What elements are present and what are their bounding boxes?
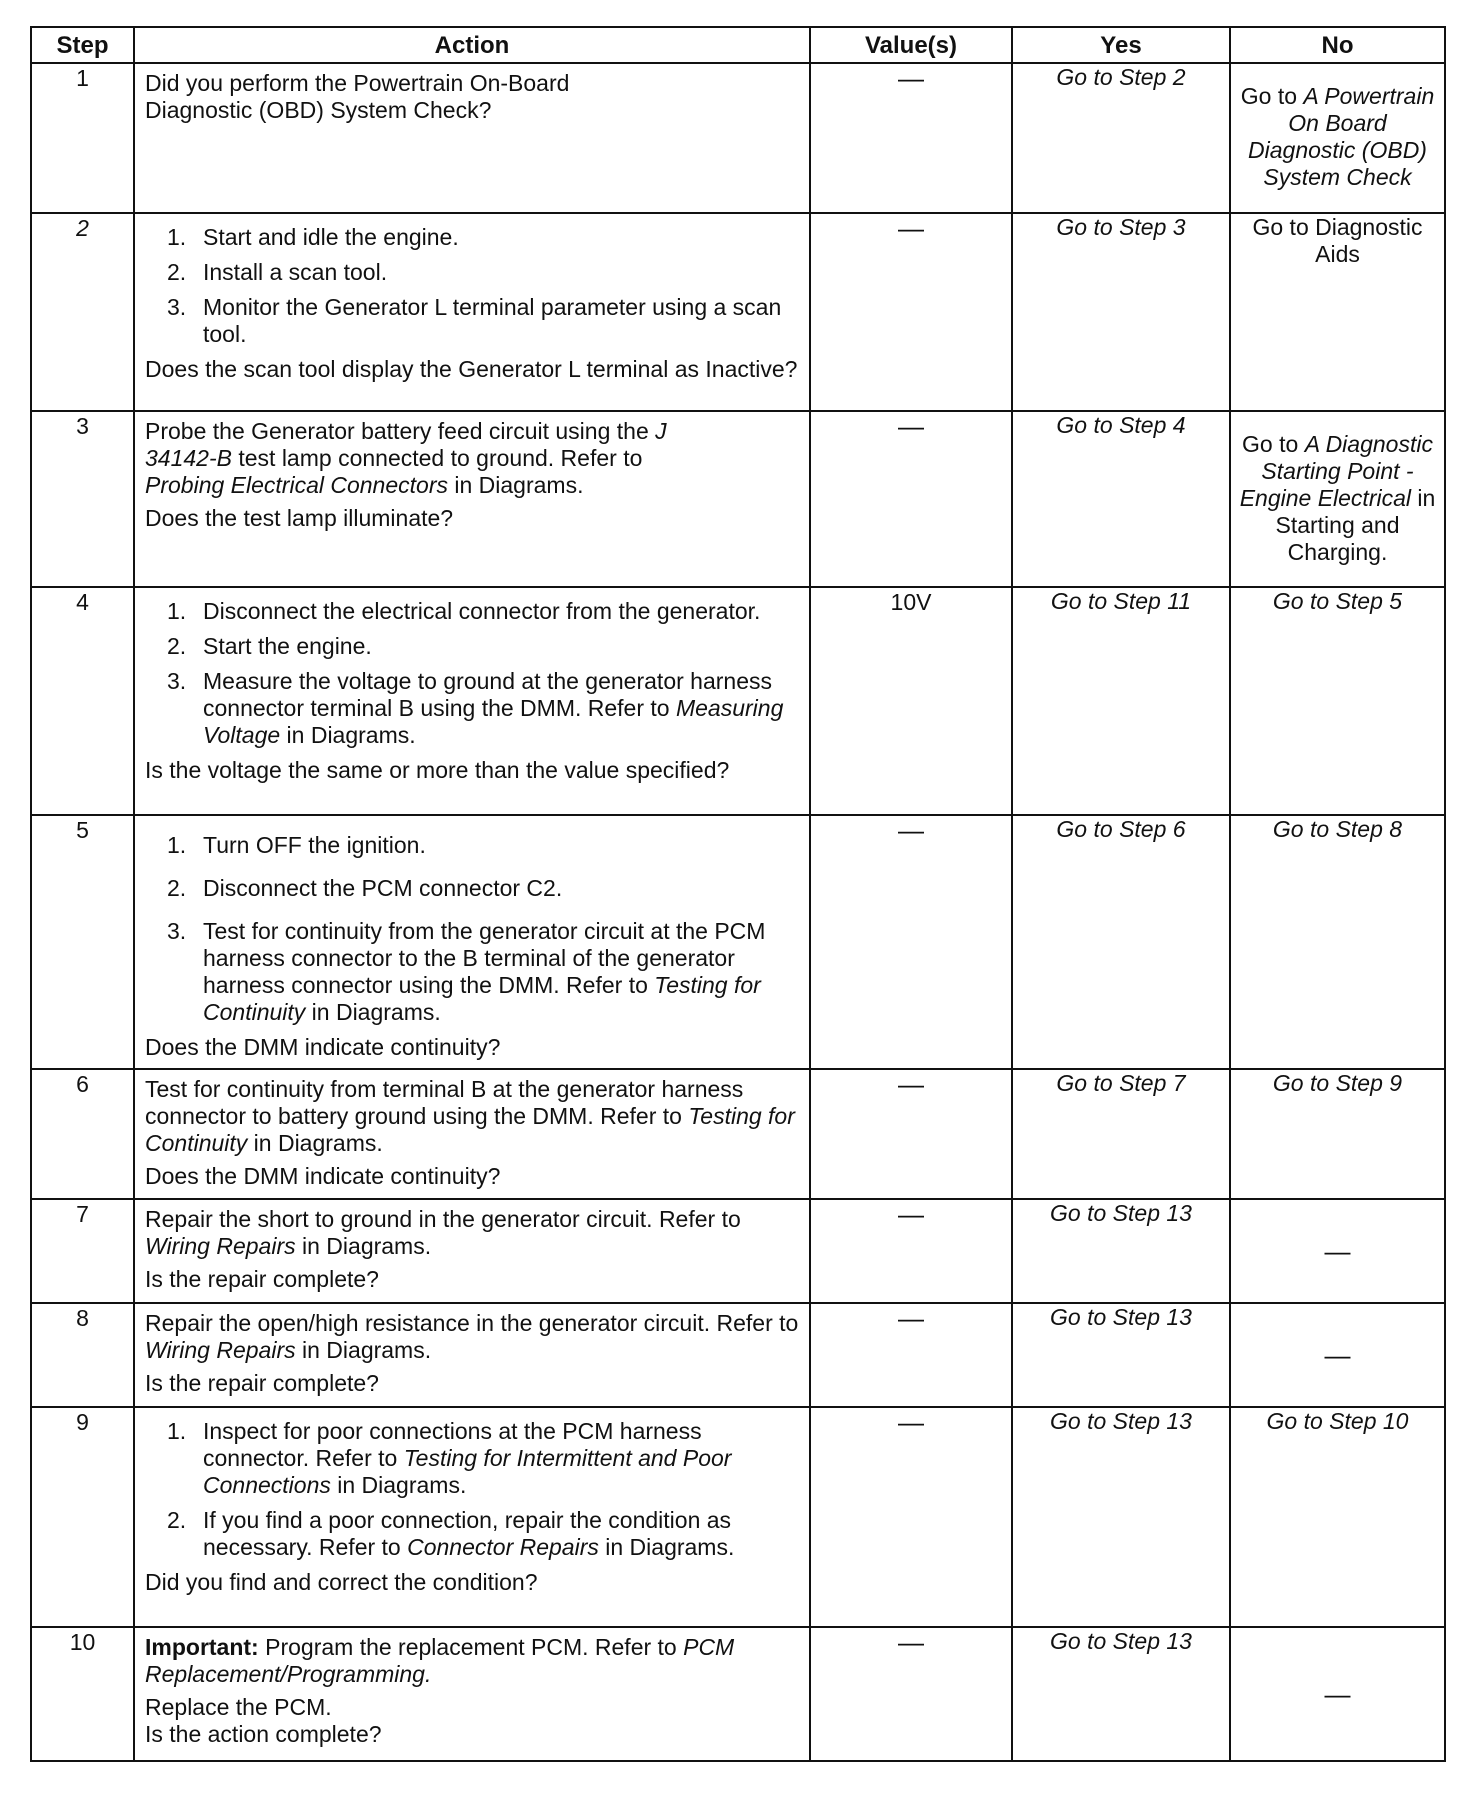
value-cell: — (810, 1303, 1012, 1407)
action-step: 1. Disconnect the electrical connector from the generator. (167, 598, 761, 624)
table-row (31, 213, 1445, 411)
step-number: 4 (31, 587, 134, 815)
action-step: 2. Install a scan tool. (167, 259, 388, 285)
no-cell[interactable]: Go to Step 9 (1230, 1069, 1445, 1199)
value-cell: — (810, 1199, 1012, 1303)
doc-link[interactable]: Testing for Continuity (203, 972, 761, 1025)
yes-cell[interactable]: Go to Step 2 (1012, 63, 1230, 213)
action-text: Test for continuity from terminal B at the generator harness connector to battery ground using the DMM. Refer to Testing for Continuity in Diagrams. (145, 1076, 795, 1156)
no-prefix: Go to (1240, 83, 1304, 109)
table-row (31, 815, 1445, 1069)
step-number: 10 (31, 1627, 134, 1761)
action-cell (134, 1407, 810, 1627)
yes-cell[interactable]: Go to Step 11 (1012, 587, 1230, 815)
action-question: Does the scan tool display the Generator L terminal as Inactive? (145, 356, 798, 382)
action-step: 3. Monitor the Generator L terminal parameter using a scan tool. (167, 294, 782, 347)
table-row (31, 63, 1445, 213)
yes-cell[interactable]: Go to Step 13 (1012, 1407, 1230, 1627)
step-number: 3 (31, 411, 134, 587)
action-question: Does the DMM indicate continuity? (145, 1034, 501, 1060)
header-no: No (1230, 27, 1445, 63)
header-step: Step (31, 27, 134, 63)
action-cell (134, 63, 810, 213)
doc-link[interactable]: Wiring Repairs (145, 1233, 296, 1259)
action-step: 1. Inspect for poor connections at the PCM harness connector. Refer to Testing for Intermittent and Poor Connections in Diagrams. (167, 1418, 732, 1498)
value-cell: — (810, 1069, 1012, 1199)
doc-link[interactable]: Testing for Intermittent and Poor Connections (203, 1445, 732, 1498)
value-cell: — (810, 1627, 1012, 1761)
table-row (31, 1627, 1445, 1761)
action-question: Is the voltage the same or more than the value specified? (145, 757, 730, 783)
header-yes: Yes (1012, 27, 1230, 63)
action-text: Replace the PCM. (145, 1694, 332, 1720)
value-cell: 10V (810, 587, 1012, 815)
step-number: 8 (31, 1303, 134, 1407)
tool-ref: J 34142-B (145, 418, 667, 471)
action-steps (145, 832, 799, 1026)
step-number: 5 (31, 815, 134, 1069)
action-step: 2. Start the engine. (167, 633, 372, 659)
yes-cell[interactable]: Go to Step 13 (1012, 1627, 1230, 1761)
value-cell: — (810, 213, 1012, 411)
action-cell (134, 1627, 810, 1761)
step-number: 1 (31, 63, 134, 213)
action-step: 3. Test for continuity from the generator circuit at the PCM harness connector to the B terminal of the generator harness connector using the DMM. Refer to Testing for Continuity in Diagrams. (167, 918, 766, 1025)
table-row (31, 1407, 1445, 1627)
action-step: 2. Disconnect the PCM connector C2. (167, 875, 563, 901)
no-cell[interactable]: Go to Diagnostic Aids (1230, 213, 1445, 411)
action-question: Does the DMM indicate continuity? (145, 1163, 501, 1189)
action-step: 1. Start and idle the engine. (167, 224, 459, 250)
header-values: Value(s) (810, 27, 1012, 63)
action-cell (134, 1303, 810, 1407)
step-number: 6 (31, 1069, 134, 1199)
no-cell[interactable] (1230, 411, 1445, 587)
doc-link[interactable]: Probing Electrical Connectors (145, 472, 448, 498)
action-cell (134, 411, 810, 587)
action-text: Repair the short to ground in the generator circuit. Refer to Wiring Repairs in Diagrams. (145, 1206, 741, 1259)
value-cell: — (810, 411, 1012, 587)
table-row (31, 1303, 1445, 1407)
action-text: Important: Program the replacement PCM. Refer to PCM Replacement/Programming. (145, 1634, 735, 1687)
yes-cell[interactable]: Go to Step 3 (1012, 213, 1230, 411)
no-cell[interactable]: Go to Step 5 (1230, 587, 1445, 815)
value-cell: — (810, 1407, 1012, 1627)
no-suffix: in Starting and Charging. (1275, 484, 1436, 565)
value-cell: — (810, 815, 1012, 1069)
action-text: Did you perform the Powertrain On-Board Diagnostic (OBD) System Check? (145, 70, 570, 123)
yes-cell[interactable]: Go to Step 4 (1012, 411, 1230, 587)
action-step: 3. Measure the voltage to ground at the generator harness connector terminal B using the DMM. Refer to Measuring Voltage in Diagrams. (167, 668, 784, 748)
yes-cell[interactable]: Go to Step 13 (1012, 1199, 1230, 1303)
yes-cell[interactable]: Go to Step 13 (1012, 1303, 1230, 1407)
no-cell[interactable] (1230, 63, 1445, 213)
step-number: 9 (31, 1407, 134, 1627)
action-steps (145, 224, 799, 348)
doc-link[interactable]: Measuring Voltage (203, 695, 784, 748)
no-cell: — (1230, 1627, 1445, 1761)
table-row (31, 411, 1445, 587)
action-cell (134, 1199, 810, 1303)
step-number: 2 (31, 213, 134, 411)
action-cell (134, 1069, 810, 1199)
doc-link[interactable]: PCM Replacement/Programming. (145, 1634, 735, 1687)
action-question: Does the test lamp illuminate? (145, 505, 454, 531)
action-question: Is the action complete? (145, 1721, 382, 1747)
table-row (31, 1069, 1445, 1199)
action-text: Repair the open/high resistance in the generator circuit. Refer to Wiring Repairs in Diagrams. (145, 1310, 799, 1363)
important-label: Important: (145, 1634, 259, 1660)
no-cell: — (1230, 1199, 1445, 1303)
action-text: Probe the Generator battery feed circuit using the J 34142-B test lamp connected to ground. Refer to Probing Electrical Connectors in Diagrams. (145, 418, 667, 498)
action-steps (145, 598, 799, 749)
no-cell[interactable]: Go to Step 8 (1230, 815, 1445, 1069)
diagnostic-table (30, 26, 1446, 1762)
no-link[interactable]: A Diagnostic Starting Point - Engine Electrical (1239, 430, 1433, 511)
doc-link[interactable]: Testing for Continuity (145, 1103, 795, 1156)
header-action: Action (134, 27, 810, 63)
action-steps (145, 1418, 799, 1561)
table-row (31, 587, 1445, 815)
action-step: 2. If you find a poor connection, repair the condition as necessary. Refer to Connector Repairs in Diagrams. (167, 1507, 735, 1560)
action-step: 1. Turn OFF the ignition. (167, 832, 426, 858)
action-cell (134, 213, 810, 411)
yes-cell[interactable]: Go to Step 7 (1012, 1069, 1230, 1199)
no-prefix: Go to (1242, 430, 1305, 457)
action-cell (134, 587, 810, 815)
no-link[interactable]: A Powertrain On Board Diagnostic (OBD) System Check (1248, 83, 1435, 190)
no-cell[interactable]: Go to Step 10 (1230, 1407, 1445, 1627)
action-question: Is the repair complete? (145, 1266, 379, 1292)
table-row (31, 1199, 1445, 1303)
doc-link[interactable]: Wiring Repairs (145, 1337, 296, 1363)
action-question: Did you find and correct the condition? (145, 1569, 538, 1595)
yes-cell[interactable]: Go to Step 6 (1012, 815, 1230, 1069)
doc-link[interactable]: Connector Repairs (407, 1534, 599, 1560)
action-cell (134, 815, 810, 1069)
action-question: Is the repair complete? (145, 1370, 379, 1396)
step-number: 7 (31, 1199, 134, 1303)
no-cell: — (1230, 1303, 1445, 1407)
header-row (31, 27, 1445, 63)
value-cell: — (810, 63, 1012, 213)
